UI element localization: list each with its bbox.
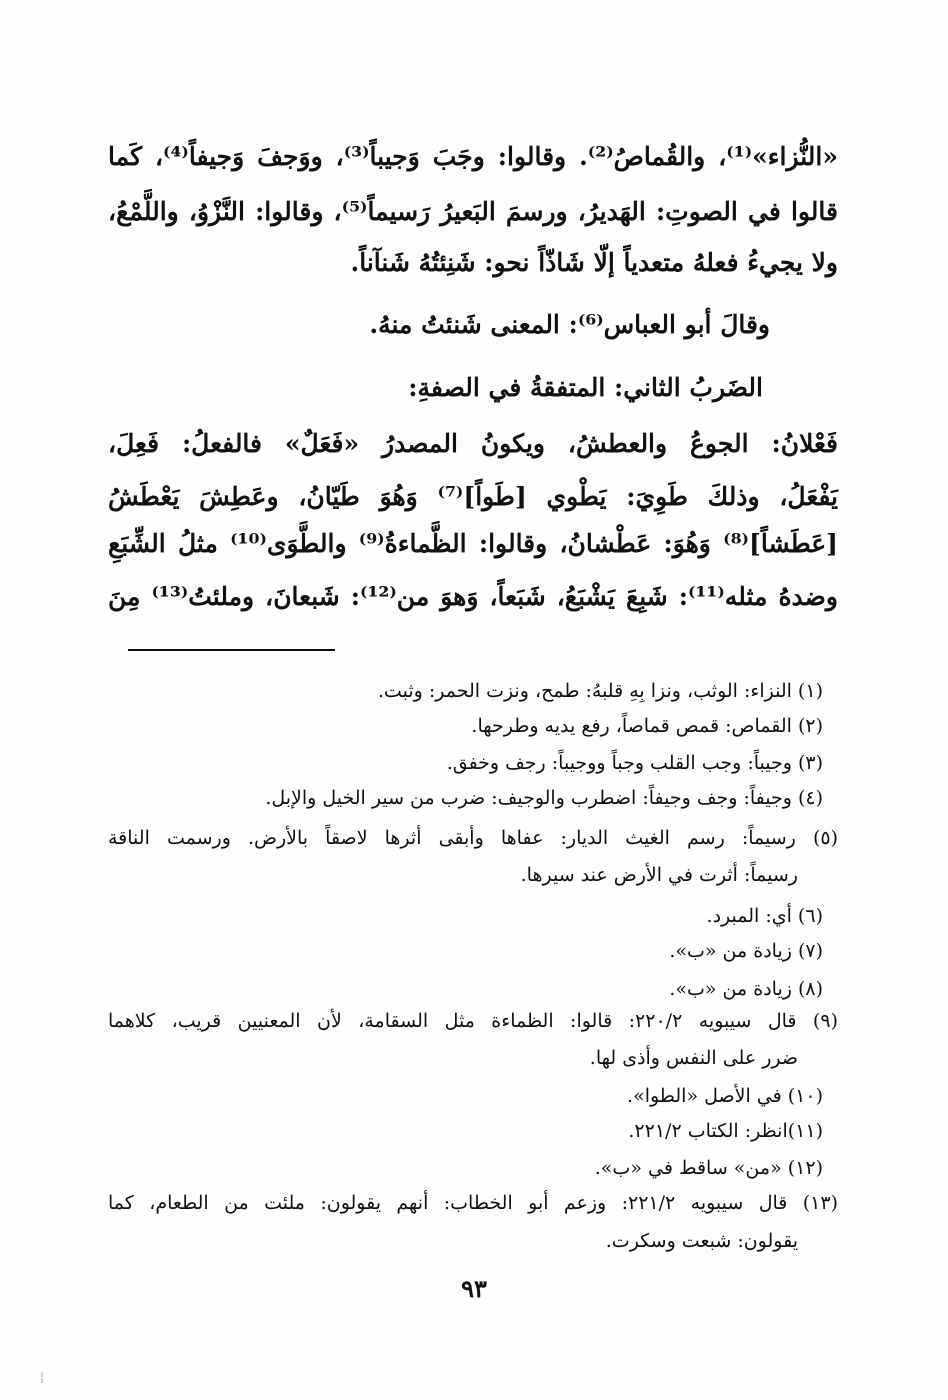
body-line: فَعْلانُ: الجوعُ والعطشُ، ويكونُ المصدرُ «فَعَلٌ» فالفعلُ: فَعِلَ، [108,429,838,458]
footnote: يقولون: شبعت وسكرت. [605,1230,798,1252]
footnote: (٢) القماص: قمص قماصاً، رفع يديه وطرحها. [471,715,823,737]
paragraph: وقالَ أبو العباس⁽⁶⁾: المعنى شَنئتُ منهُ. [369,310,770,339]
footnote: ضرر على النفس وأذى لها. [589,1047,798,1069]
body-line: ولا يجيءُ فعلهُ متعدياً إلّا شَاذّاً نحو: شَنِئتُهُ شَنآناً. [350,248,838,277]
footnote: (١٠) في الأصل «الطوا». [627,1085,823,1107]
section-heading: الضَربُ الثاني: المتفقةُ في الصفةِ: [408,373,763,402]
footnote: (١٣) قال سيبويه ٢٢١/٢: وزعم أبو الخطاب: أنهم يقولون: ملئت من الطعام، كما [108,1192,839,1214]
body-line: يَفْعَلُ، وذلكَ طَوِيَ: يَطْوي [طَواً]⁽⁷⁾ وَهُوَ طَيّانُ، وعَطِشَ يَعْطَشُ [108,482,838,511]
body-line: وضدهُ مثله⁽¹¹⁾: شَبِعَ يَشْبَعُ، شَبَعاً، وَهوَ من⁽¹²⁾: شَبعانَ، وملئتُ⁽¹³⁾ مِنَ [108,582,838,611]
body-line: «النُّزاء»⁽¹⁾، والقُماصُ⁽²⁾. وقالوا: وجَبَ وَجيباً⁽³⁾، ووَجفَ وَجيفاً⁽⁴⁾، كَما [108,142,838,171]
scan-mark: ¦ [40,1370,45,1384]
body-line: [عَطَشاً]⁽⁸⁾ وَهُوَ: عَطْشانُ، وقالوا: الظَّماءةُ⁽⁹⁾ والطَّوَى⁽¹⁰⁾ مثلُ الشِّبَعِ [108,529,838,558]
footnote: (٦) أي: المبرد. [706,905,823,927]
footnote: (٧) زيادة من «ب». [669,940,823,962]
footnote: (٥) رسيماً: رسم الغيث الديار: عفاها وأبقى أثرها لاصقاً بالأرض. ورسمت الناقة [108,827,838,849]
footnote: (٣) وجيباً: وجب القلب وجباً ووجيباً: رجف وخفق. [446,752,823,774]
footnote: (٩) قال سيبويه ٢٢٠/٢: قالوا: الظماءة مثل السقامة، لأن المعنيين قريب، كلاهما [108,1010,838,1032]
footnote: (٤) وجيفاً: وجف وجيفاً: اضطرب والوجيف: ضرب من سير الخيل والإبل. [265,787,823,809]
footnote: (١١)انظر: الكتاب ٢٢١/٢. [628,1120,823,1142]
footnote-separator [128,649,335,651]
page-number: ٩٣ [461,1274,487,1303]
body-line: قالوا في الصوتِ: الهَديرُ، ورسمَ البَعيرُ رَسيماً⁽⁵⁾، وقالوا: النَّزْوُ، واللَّمْعُ، [108,197,838,226]
footnote: (٨) زيادة من «ب». [669,978,823,1000]
footnote: رسيماً: أثرت في الأرض عند سيرها. [520,864,798,886]
footnote: (١٢) «من» ساقط في «ب». [594,1157,823,1179]
footnote: (١) النزاء: الوثب، ونزا بِهِ قلبهُ: طمح، ونزت الحمر: وثبت. [377,680,823,702]
